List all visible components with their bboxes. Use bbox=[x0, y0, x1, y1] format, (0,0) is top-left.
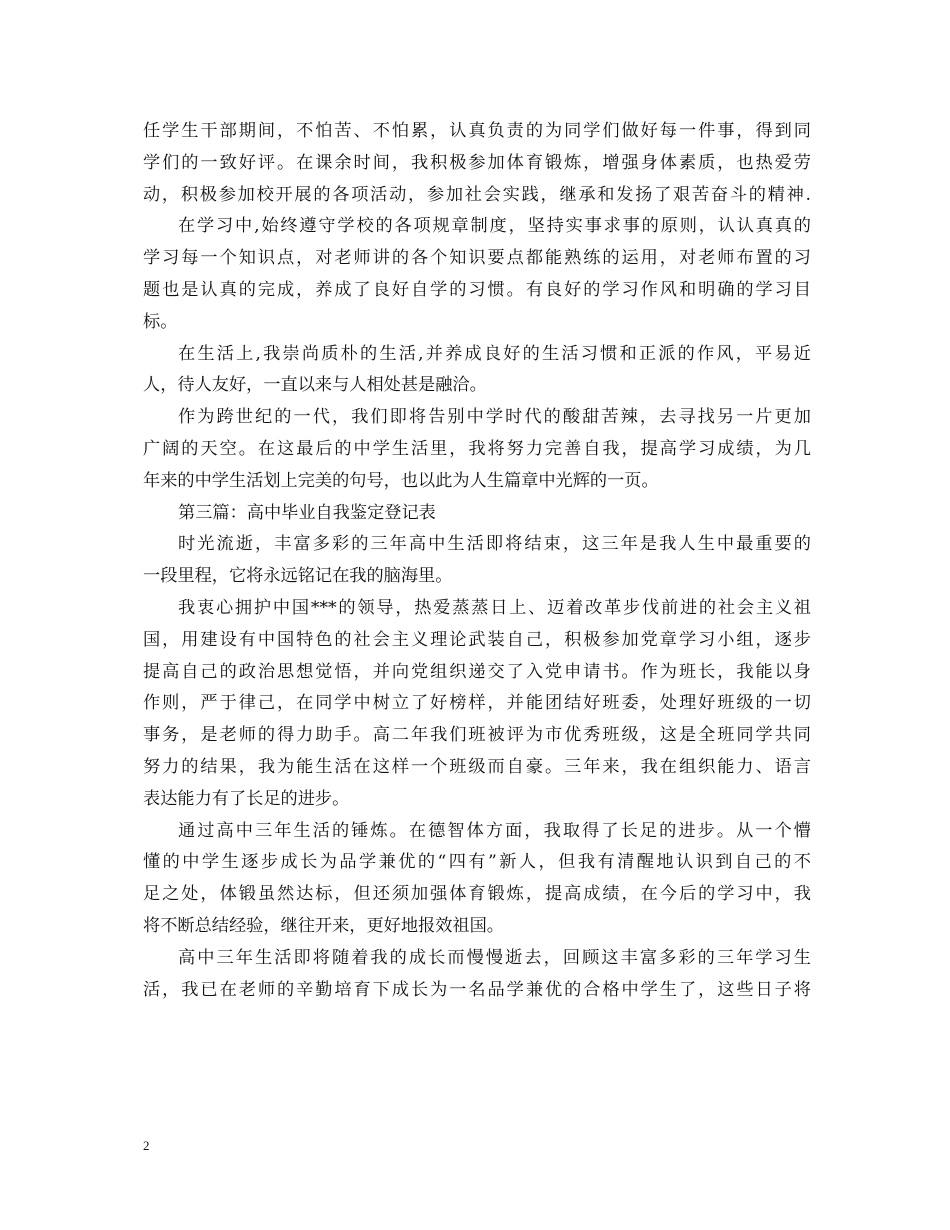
paragraph-line: 提高自己的政治思想觉悟，并向党组织递交了入党申请书。作为班长，我能以身 bbox=[143, 661, 811, 682]
paragraph-first-line: 通过高中三年生活的锤炼。在德智体方面，我取得了长足的进步。从一个懵 bbox=[178, 820, 811, 841]
paragraph-line: 动，积极参加校开展的各项活动，参加社会实践，继承和发扬了艰苦奋斗的精神. bbox=[143, 184, 811, 205]
paragraph-line: 国，用建设有中国特色的社会主义理论武装自己，积极参加党章学习小组，逐步 bbox=[143, 629, 811, 650]
paragraph-line: 人，待人友好，一直以来与人相处甚是融洽。 bbox=[143, 375, 487, 396]
paragraph-first-line: 第三篇：高中毕业自我鉴定登记表 bbox=[178, 502, 436, 523]
paragraph-line: 事务，是老师的得力助手。高二年我们班被评为市优秀班级，这是全班同学共同 bbox=[143, 725, 811, 746]
paragraph-line: 题也是认真的完成，养成了良好自学的习惯。有良好的学习作风和明确的学习目 bbox=[143, 279, 811, 300]
paragraph-first-line: 在生活上,我崇尚质朴的生活,并养成良好的生活习惯和正派的作风，平易近 bbox=[178, 343, 811, 364]
paragraph-line: 标。 bbox=[143, 311, 178, 332]
paragraph-line: 表达能力有了长足的进步。 bbox=[143, 788, 350, 809]
paragraph-line: 活，我已在老师的辛勤培育下成长为一名品学兼优的合格中学生了，这些日子将 bbox=[143, 979, 811, 1000]
paragraph-first-line: 时光流逝，丰富多彩的三年高中生活即将结束，这三年是我人生中最重要的 bbox=[178, 534, 811, 555]
paragraph-line: 懂的中学生逐步成长为品学兼优的“四有”新人，但我有清醒地认识到自己的不 bbox=[143, 852, 811, 873]
paragraph-line: 广阔的天空。在这最后的中学生活里，我将努力完善自我，提高学习成绩，为几 bbox=[143, 438, 811, 459]
paragraph-line: 学们的一致好评。在课余时间，我积极参加体育锻炼，增强身体素质，也热爱劳 bbox=[143, 152, 811, 173]
paragraph-line: 作则，严于律己，在同学中树立了好榜样，并能团结好班委，处理好班级的一切 bbox=[143, 693, 811, 714]
paragraph-first-line: 在学习中,始终遵守学校的各项规章制度，坚持实事求事的原则，认认真真的 bbox=[178, 216, 811, 237]
paragraph-first-line: 作为跨世纪的一代，我们即将告别中学时代的酸甜苦辣，去寻找另一片更加 bbox=[178, 407, 811, 428]
paragraph-line: 一段里程，它将永远铭记在我的脑海里。 bbox=[143, 566, 453, 587]
paragraph-line: 努力的结果，我为能生活在这样一个班级而自豪。三年来，我在组织能力、语言 bbox=[143, 756, 811, 777]
paragraph-line: 足之处，体锻虽然达标，但还须加强体育锻炼，提高成绩，在今后的学习中，我 bbox=[143, 884, 811, 905]
paragraph-line: 年来的中学生活划上完美的句号，也以此为人生篇章中光辉的一页。 bbox=[143, 470, 659, 491]
paragraph-line: 学习每一个知识点，对老师讲的各个知识要点都能熟练的运用，对老师布置的习 bbox=[143, 248, 811, 269]
paragraph-first-line: 高中三年生活即将随着我的成长而慢慢逝去，回顾这丰富多彩的三年学习生 bbox=[178, 947, 811, 968]
paragraph-line: 将不断总结经验，继往开来，更好地报效祖国。 bbox=[143, 915, 504, 936]
document-body bbox=[143, 116, 811, 1006]
paragraph-first-line: 我衷心拥护中国***的领导，热爱蒸蒸日上、迈着改革步伐前进的社会主义祖 bbox=[178, 597, 811, 618]
paragraph-line: 任学生干部期间，不怕苦、不怕累，认真负责的为同学们做好每一件事，得到同 bbox=[143, 121, 811, 141]
page-number: 2 bbox=[143, 1138, 150, 1153]
